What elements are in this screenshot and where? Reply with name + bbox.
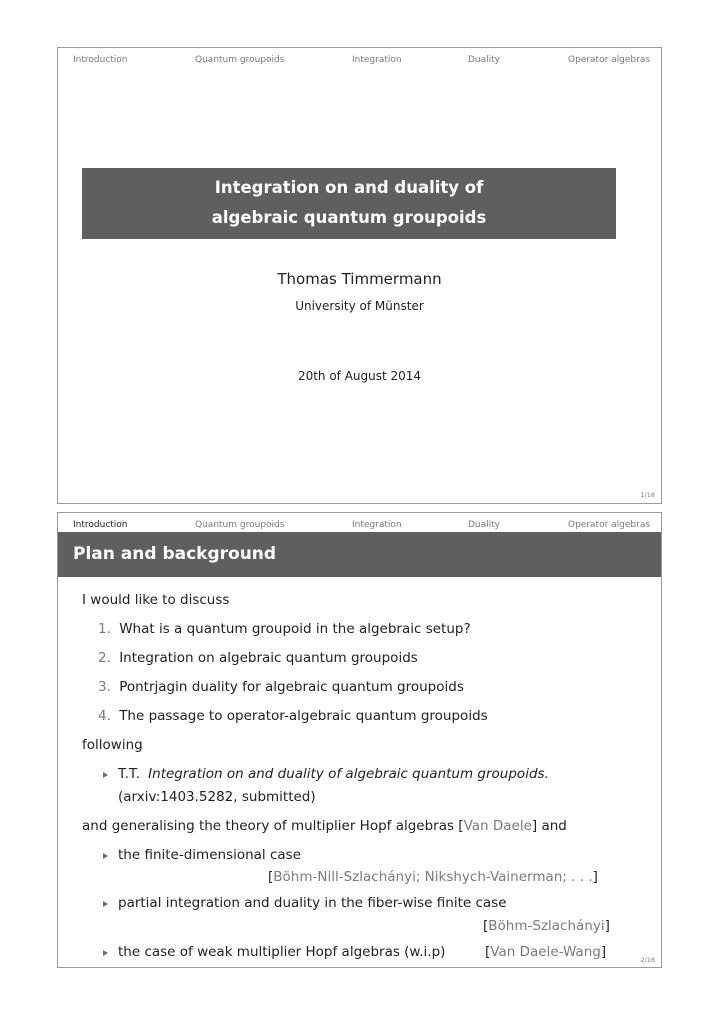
nav-operator-algebras[interactable]: Operator algebras (568, 520, 651, 530)
bullet-icon (103, 950, 108, 956)
list-number: 2. (98, 650, 111, 666)
citation: Böhm-Nill-Szlachányi; Nikshych-Vainerman; . . . (273, 869, 593, 885)
list-number: 3. (98, 679, 111, 695)
title-line-1: Integration on and duality of (214, 178, 484, 197)
reference-line (118, 766, 549, 782)
list-text: Pontrjagin duality for algebraic quantum groupoids (119, 679, 464, 695)
nav-quantum-groupoids[interactable]: Quantum groupoids (195, 520, 285, 530)
slide-heading: Plan and background (58, 532, 661, 577)
bullet-text: the case of weak multiplier Hopf algebras (w.i.p) (118, 944, 446, 960)
bullet-text: the finite-dimensional case (118, 847, 302, 863)
date: 20th of August 2014 (297, 369, 422, 383)
bullet-icon (103, 853, 108, 859)
title-line-2: algebraic quantum groupoids (211, 208, 487, 227)
generalising-text (82, 818, 567, 834)
author-name: Thomas Timmermann (277, 270, 442, 288)
reference-details: (arxiv:1403.5282, submitted) (118, 789, 316, 805)
citation: Van Daele-Wang (490, 944, 601, 960)
list-item (98, 708, 488, 724)
list-item (98, 679, 464, 695)
nav-introduction[interactable]: Introduction (73, 55, 128, 65)
citation: Van Daele (463, 818, 532, 834)
page-number: 2/18 (640, 956, 655, 964)
nav-integration[interactable]: Integration (352, 55, 402, 65)
citation: Böhm-Szlachányi (488, 918, 605, 934)
list-text: What is a quantum groupoid in the algebraic setup? (119, 621, 471, 637)
generalising-post: ] and (531, 818, 567, 834)
generalising-pre: and generalising the theory of multiplier Hopf algebras [ (82, 818, 464, 834)
list-item (98, 650, 418, 666)
bullet-icon (103, 772, 108, 778)
nav-operator-algebras[interactable]: Operator algebras (568, 55, 651, 65)
title-box (82, 168, 616, 239)
nav-introduction[interactable]: Introduction (73, 520, 128, 530)
list-text: The passage to operator-algebraic quantum groupoids (119, 708, 488, 724)
list-number: 1. (98, 621, 111, 637)
bullet-icon (103, 901, 108, 907)
nav-bar (58, 48, 661, 72)
plan-slide (57, 512, 662, 968)
reference-title: Integration on and duality of algebraic quantum groupoids. (148, 766, 549, 782)
citation-line: [Böhm-Szlachányi] (483, 918, 610, 934)
citation-line: [Böhm-Nill-Szlachányi; Nikshych-Vainerman; . . .] (268, 869, 598, 885)
bullet-text: partial integration and duality in the fiber-wise finite case (118, 895, 507, 911)
following-text: following (82, 737, 143, 753)
page-number: 1/18 (640, 491, 655, 499)
list-text: Integration on algebraic quantum groupoids (119, 650, 418, 666)
list-item (98, 621, 471, 637)
nav-duality[interactable]: Duality (468, 520, 501, 530)
nav-quantum-groupoids[interactable]: Quantum groupoids (195, 55, 285, 65)
list-number: 4. (98, 708, 111, 724)
nav-duality[interactable]: Duality (468, 55, 501, 65)
affiliation: University of Münster (295, 299, 424, 313)
citation-line: [Van Daele-Wang] (485, 944, 607, 960)
nav-integration[interactable]: Integration (352, 520, 402, 530)
title-slide (57, 47, 662, 504)
reference-author: T.T. (118, 766, 140, 782)
intro-text: I would like to discuss (82, 592, 230, 608)
